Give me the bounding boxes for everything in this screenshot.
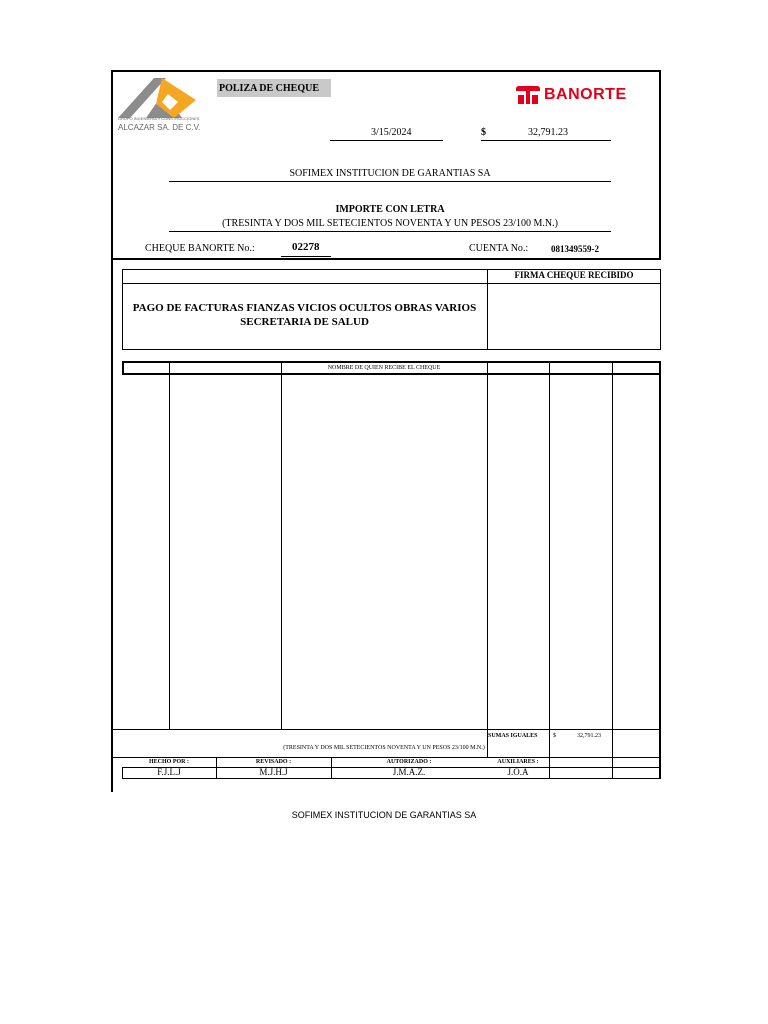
- concept-line-2: SECRETARIA DE SALUD: [240, 316, 369, 328]
- account-number: 081349559-2: [551, 244, 599, 254]
- totals-currency: $: [553, 733, 556, 739]
- ledger-col-3: [487, 361, 488, 758]
- bank-name: BANORTE: [544, 86, 627, 103]
- concept-divider: [487, 269, 488, 350]
- company-logo-icon: [116, 74, 198, 122]
- amount-in-words: (TRESINTA Y DOS MIL SETECIENTOS NOVENTA Y UN PESOS 23/100 M.N.): [222, 218, 558, 229]
- company-logo: [116, 74, 201, 136]
- ledger-left-border: [122, 361, 123, 375]
- header-bottom-border: [111, 258, 661, 260]
- frame-left-border: [111, 70, 113, 792]
- footer-payee: SOFIMEX INSTITUCION DE GARANTIAS SA: [291, 810, 477, 820]
- auxiliary-label: AUXILIARES :: [497, 759, 539, 765]
- made-by-value: F.J.L.J: [157, 767, 181, 777]
- account-number-label: CUENTA No.:: [469, 243, 529, 254]
- recipient-column-header: NOMBRE DE QUIEN RECIBE EL CHEQUE: [327, 365, 441, 371]
- company-name: ALCAZAR SA. DE C.V.: [118, 123, 201, 132]
- made-by-label: HECHO POR :: [149, 759, 189, 765]
- date-underline: [330, 140, 443, 141]
- page-title: POLIZA DE CHEQUE: [219, 83, 320, 94]
- currency-symbol: $: [481, 127, 486, 138]
- reviewed-value: M.J.H.J: [259, 767, 288, 777]
- signature-header: FIRMA CHEQUE RECIBIDO: [514, 270, 634, 280]
- payee-name: SOFIMEX INSTITUCION DE GARANTIAS SA: [289, 168, 491, 179]
- ledger-col-4: [549, 361, 550, 779]
- cheque-number: 02278: [292, 241, 320, 253]
- ledger-col-1: [169, 361, 170, 729]
- totals-label: SUMAS IGUALES: [488, 733, 538, 739]
- bank-logo: [515, 85, 650, 105]
- totals-amount: 32,791.23: [577, 733, 601, 739]
- company-group-text: GRUPO INGENIERIA Y CONSTRUCCIONES: [118, 116, 200, 121]
- frame-right-border: [659, 70, 661, 260]
- concept-header-line: [122, 283, 661, 284]
- frame-top-border: [111, 70, 661, 72]
- auxiliary-value: J.O.A: [507, 767, 529, 777]
- amount-words-underline: [169, 231, 611, 232]
- amount-underline: [481, 140, 611, 141]
- payee-underline: [169, 181, 611, 182]
- concept-line-1: PAGO DE FACTURAS FIANZAS VICIOS OCULTOS OBRAS VARIOS: [132, 302, 477, 314]
- authorized-value: J.M.A.Z.: [392, 767, 426, 777]
- ledger-col-5: [612, 361, 613, 779]
- cheque-number-underline: [281, 256, 331, 257]
- title-box: [217, 79, 331, 97]
- totals-amount-words: (TRESINTA Y DOS MIL SETECIENTOS NOVENTA Y UN PESOS 23/100 M.N.): [283, 745, 485, 751]
- bank-logo-icon: [515, 86, 541, 104]
- cheque-number-label: CHEQUE BANORTE No.:: [145, 243, 255, 254]
- authorized-label: AUTORIZADO :: [386, 759, 432, 765]
- amount-words-label: IMPORTE CON LETRA: [335, 204, 445, 215]
- ledger-body-bottom: [111, 729, 661, 730]
- cheque-amount: 32,791.23: [528, 127, 568, 138]
- ledger-col-2: [281, 361, 282, 729]
- cheque-date: 3/15/2024: [371, 127, 412, 138]
- reviewed-label: REVISADO :: [255, 759, 292, 765]
- ledger-right-border: [659, 361, 661, 779]
- signatures-top-line: [111, 757, 661, 758]
